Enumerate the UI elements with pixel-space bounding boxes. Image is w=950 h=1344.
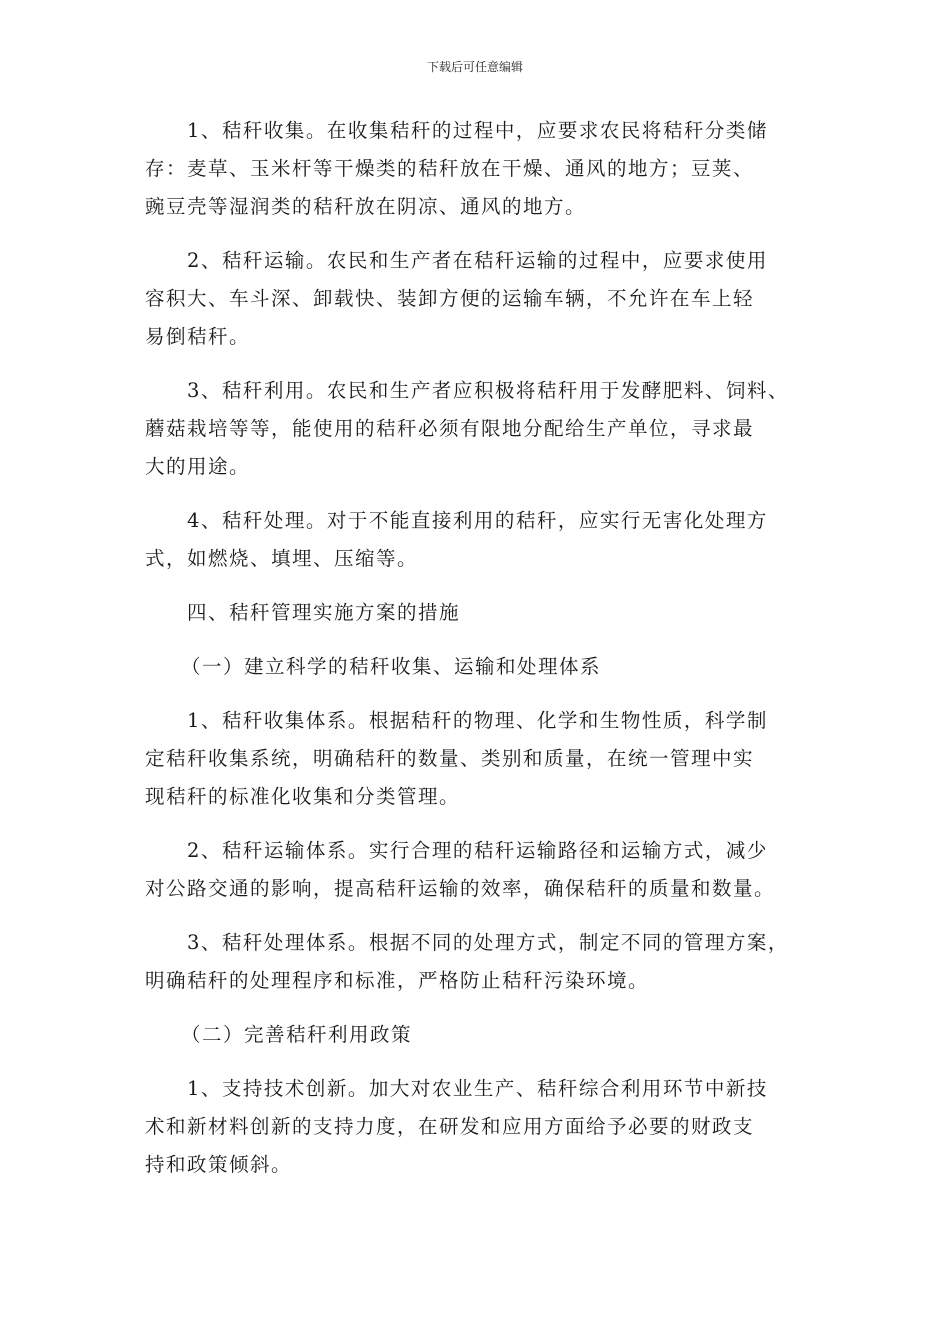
paragraph bbox=[145, 112, 825, 226]
paragraph-line: 4、秸秆处理。对于不能直接利用的秸秆，应实行无害化处理方 bbox=[187, 509, 768, 532]
paragraph bbox=[145, 702, 825, 816]
paragraph-line: 2、秸秆运输体系。实行合理的秸秆运输路径和运输方式，减少 bbox=[187, 839, 768, 862]
paragraph-line: 对公路交通的影响，提高秸秆运输的效率，确保秸秆的质量和数量。 bbox=[145, 877, 776, 900]
paragraph-line: 1、秸秆收集体系。根据秸秆的物理、化学和生物性质，科学制 bbox=[187, 709, 768, 732]
paragraph-line: 1、支持技术创新。加大对农业生产、秸秆综合利用环节中新技 bbox=[187, 1077, 768, 1100]
paragraph-line: 3、秸秆处理体系。根据不同的处理方式，制定不同的管理方案， bbox=[187, 931, 789, 954]
paragraph bbox=[145, 502, 825, 578]
paragraph-line: 式，如燃烧、填埋、压缩等。 bbox=[145, 547, 419, 570]
paragraph-line: 豌豆壳等湿润类的秸秆放在阴凉、通风的地方。 bbox=[145, 195, 587, 218]
section-heading: 四、秸秆管理实施方案的措施 bbox=[187, 601, 461, 624]
paragraph-line: 3、秸秆利用。农民和生产者应积极将秸秆用于发酵肥料、饲料、 bbox=[187, 379, 789, 402]
paragraph-line: 1、秸秆收集。在收集秸秆的过程中，应要求农民将秸秆分类储 bbox=[187, 119, 768, 142]
paragraph-line: 持和政策倾斜。 bbox=[145, 1153, 293, 1176]
paragraph-line: 2、秸秆运输。农民和生产者在秸秆运输的过程中，应要求使用 bbox=[187, 249, 768, 272]
paragraph-line: 术和新材料创新的支持力度，在研发和应用方面给予必要的财政支 bbox=[145, 1115, 755, 1138]
subsection-heading: （二）完善秸秆利用政策 bbox=[181, 1023, 413, 1046]
paragraph-line: 大的用途。 bbox=[145, 455, 251, 478]
paragraph-line: 现秸秆的标准化收集和分类管理。 bbox=[145, 785, 461, 808]
paragraph bbox=[145, 832, 825, 908]
paragraph-line: 明确秸秆的处理程序和标准，严格防止秸秆污染环境。 bbox=[145, 969, 650, 992]
paragraph bbox=[145, 1070, 825, 1184]
document-body bbox=[145, 112, 825, 1200]
page-header: 下载后可任意编辑 bbox=[426, 60, 523, 74]
paragraph-line: 容积大、车斗深、卸载快、装卸方便的运输车辆，不允许在车上轻 bbox=[145, 287, 755, 310]
paragraph-line: 存：麦草、玉米杆等干燥类的秸秆放在干燥、通风的地方；豆荚、 bbox=[145, 157, 755, 180]
paragraph-line: 蘑菇栽培等等，能使用的秸秆必须有限地分配给生产单位，寻求最 bbox=[145, 417, 755, 440]
paragraph-line: 定秸秆收集系统，明确秸秆的数量、类别和质量，在统一管理中实 bbox=[145, 747, 755, 770]
paragraph bbox=[145, 372, 825, 486]
paragraph-line: 易倒秸秆。 bbox=[145, 325, 251, 348]
paragraph bbox=[145, 924, 825, 1000]
subsection-heading: （一）建立科学的秸秆收集、运输和处理体系 bbox=[181, 655, 602, 678]
paragraph bbox=[145, 242, 825, 356]
